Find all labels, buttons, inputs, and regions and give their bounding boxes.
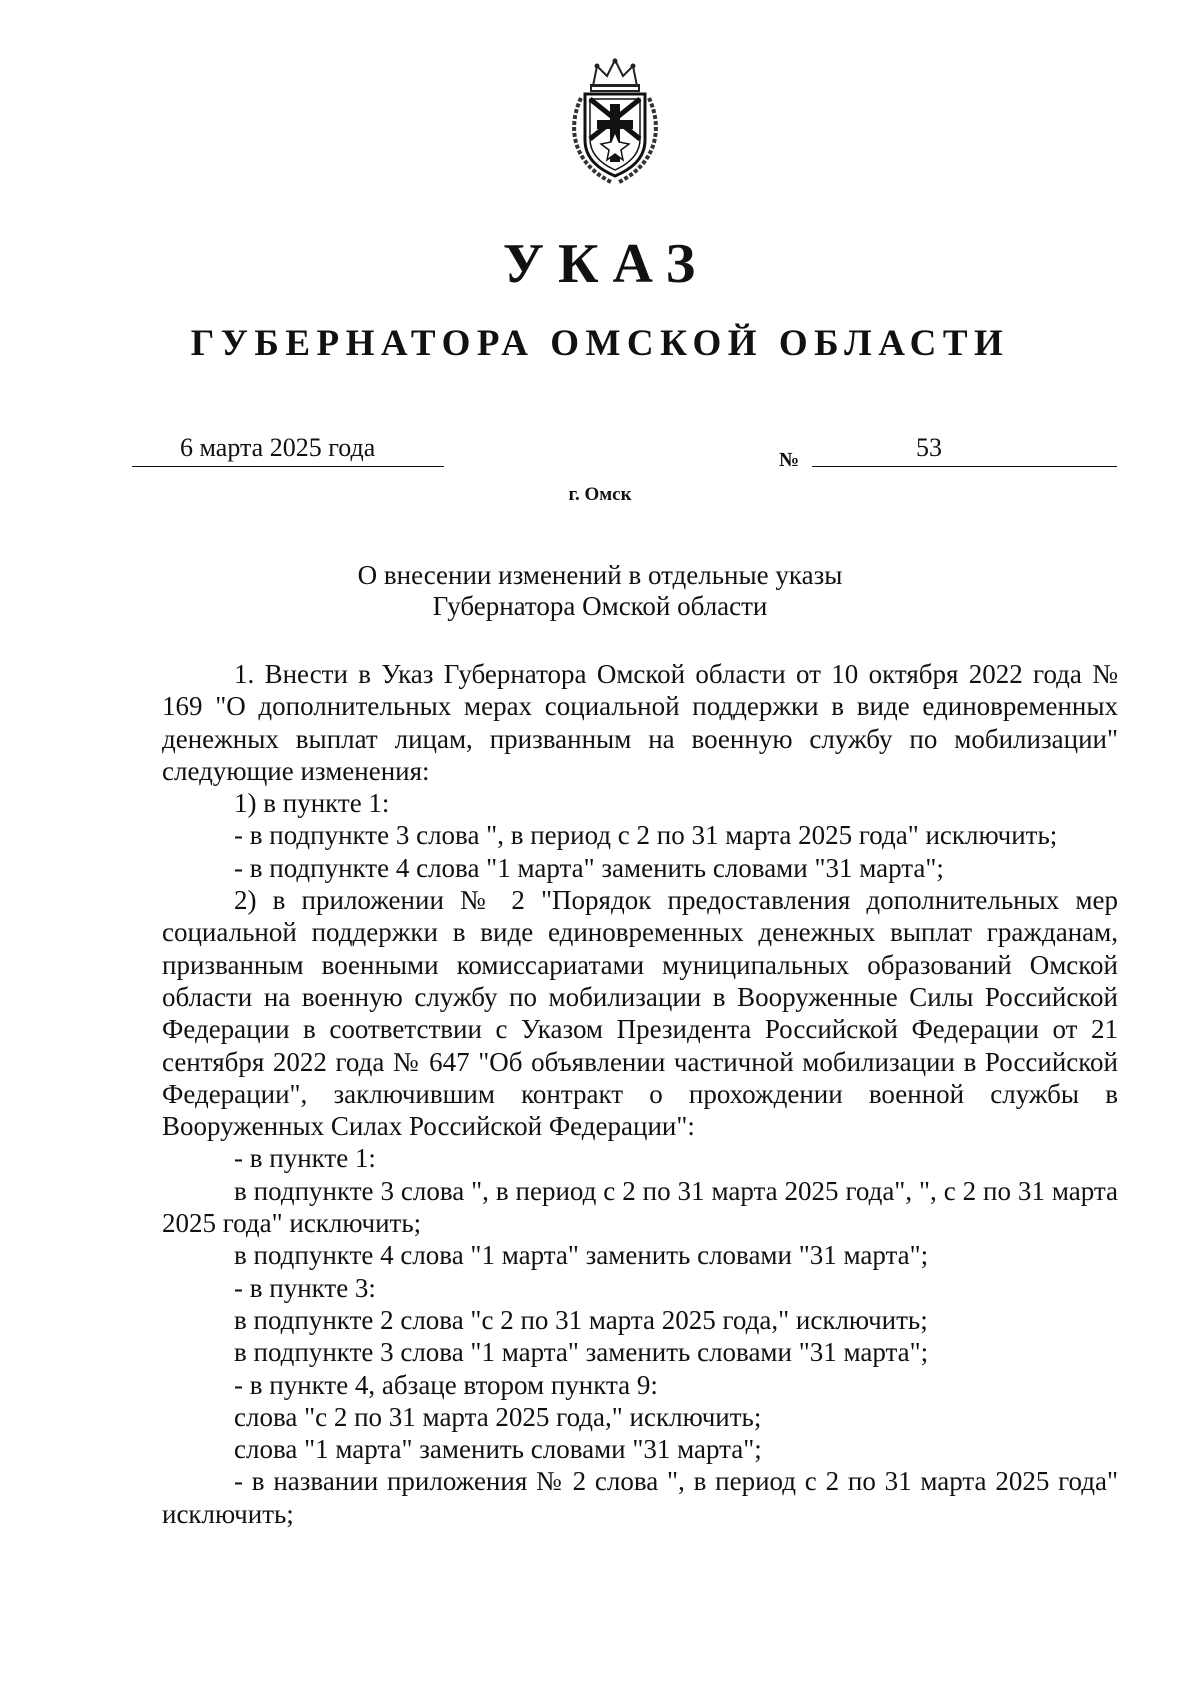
document-title: УКАЗ [502,233,710,295]
body-paragraph: в подпункте 3 слова ", в период с 2 по 31 марта 2025 года", ", с 2 по 31 марта 2025 года" исключить; [162,1175,1118,1239]
body-paragraph: 1) в пункте 1: [234,788,390,819]
body-paragraph: 2) в приложении № 2 "Порядок предоставления дополнительных мер социальной поддержки в виде единовременных денежных выплат гражданам, призванным военными комиссариатами муниципальных образований Омской области на военную службу по мобилизации в Вооруженные Силы Российской Федерации в соответствии с Указом Президента Российской Федерации от 21 сентября 2022 года № 647 "Об объявлении частичной мобилизации в Российской Федерации", заключившим контракт о прохождении военной службы в Вооруженных Силах Российской Федерации": [162,885,1118,1142]
subject-line-2: Губернатора Омской области [432,591,768,621]
body-paragraph: - в пункте 3: [234,1272,376,1303]
coat-of-arms-icon [563,58,667,186]
document-date: 6 марта 2025 года [180,433,376,462]
document-subject [0,560,1200,622]
number-sign: № [779,449,800,471]
document-number: 53 [916,433,942,462]
body-paragraph: - в пункте 1: [234,1143,376,1174]
body-paragraph: слова "1 марта" заменить словами "31 марта"; [234,1434,762,1465]
subject-line-1: О внесении изменений в отдельные указы [357,560,843,590]
body-paragraph: - в подпункте 3 слова ", в период с 2 по 31 марта 2025 года" исключить; [234,820,1058,851]
document-city: г. Омск [568,484,632,505]
body-paragraph: - в названии приложения № 2 слова ", в период с 2 по 31 марта 2025 года" исключить; [162,1466,1118,1529]
body-paragraph: - в пункте 4, абзаце втором пункта 9: [234,1369,658,1400]
date-underline [132,466,444,467]
body-paragraph: 1. Внести в Указ Губернатора Омской области от 10 октября 2022 года № 169 "О дополнительных мерах социальной поддержки в виде единовременных денежных выплат лицам, призванным на военную службу по мобилизации" следующие изменения: [162,659,1118,786]
body-paragraph: в подпункте 4 слова "1 марта" заменить словами "31 марта"; [234,1240,929,1271]
body-paragraph: - в подпункте 4 слова "1 марта" заменить словами "31 марта"; [234,852,944,883]
body-paragraph: в подпункте 2 слова "с 2 по 31 марта 2025 года," исключить; [234,1304,928,1335]
document-subtitle: ГУБЕРНАТОРА ОМСКОЙ ОБЛАСТИ [190,323,1010,364]
number-underline [812,466,1117,467]
document-body [162,658,1118,1530]
body-paragraph: слова "с 2 по 31 марта 2025 года," исключить; [234,1401,762,1432]
body-paragraph: в подпункте 3 слова "1 марта" заменить словами "31 марта"; [234,1337,929,1368]
